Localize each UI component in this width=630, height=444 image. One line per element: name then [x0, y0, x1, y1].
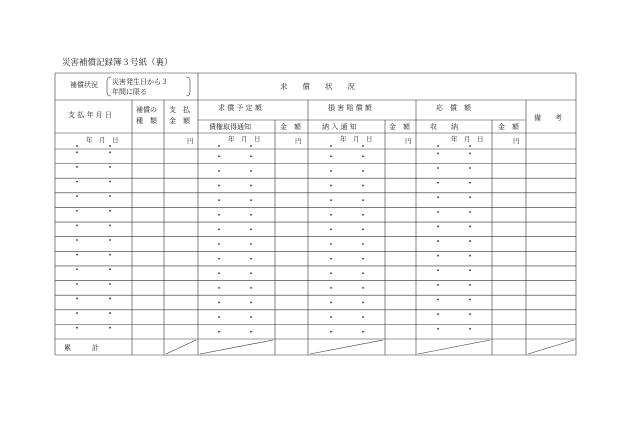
payment-date-header: 支 払 年 月 日 [68, 111, 112, 119]
date-separator-dot [469, 328, 471, 330]
date-separator-dot [76, 327, 78, 329]
receipt-header: 収 納 [430, 123, 458, 131]
date-separator-dot [76, 195, 78, 197]
date-separator-dot [469, 284, 471, 286]
total-slash [528, 340, 574, 354]
unit-date-3: 年 月 日 [340, 135, 373, 143]
paid-amount-header-2: 金 額 [169, 117, 190, 125]
payment-notice-header: 納 入 通 知 [322, 123, 357, 131]
damage-claim-header: 損 害 賠 償 額 [328, 104, 372, 112]
date-separator-dot [330, 199, 332, 201]
date-separator-dot [362, 272, 364, 274]
date-separator-dot [330, 155, 332, 157]
date-separator-dot [362, 185, 364, 187]
date-separator-dot [469, 182, 471, 184]
date-separator-dot [250, 272, 252, 274]
amount-header-1: 金 額 [280, 123, 301, 131]
unit-yen-2: 円 [295, 137, 302, 145]
date-separator-dot [218, 272, 220, 274]
date-separator-dot [330, 170, 332, 172]
date-separator-dot [109, 268, 111, 270]
date-separator-dot [76, 312, 78, 314]
date-separator-dot [330, 145, 332, 147]
date-separator-dot [218, 145, 220, 147]
unit-date-2: 年 月 日 [228, 135, 261, 143]
date-separator-dot [76, 224, 78, 226]
date-separator-dot [76, 181, 78, 183]
date-separator-dot [362, 331, 364, 333]
status-label: 補償状況 [70, 81, 98, 89]
period-note-line1: 災害発生日から３ [112, 78, 168, 86]
date-separator-dot [250, 214, 252, 216]
date-separator-dot [330, 185, 332, 187]
date-separator-dot [250, 228, 252, 230]
date-separator-dot [109, 283, 111, 285]
date-separator-dot [109, 298, 111, 300]
total-slash [418, 340, 490, 354]
date-separator-dot [362, 214, 364, 216]
date-separator-dot [76, 283, 78, 285]
claim-notice-header: 債権取得通知 [209, 123, 251, 131]
date-separator-dot [109, 239, 111, 241]
date-separator-dot [218, 185, 220, 187]
date-separator-dot [250, 302, 252, 304]
date-separator-dot [218, 155, 220, 157]
date-separator-dot [469, 167, 471, 169]
date-separator-dot [330, 258, 332, 260]
date-separator-dot [218, 243, 220, 245]
date-separator-dot [218, 287, 220, 289]
date-separator-dot [250, 331, 252, 333]
period-bracket [107, 77, 111, 96]
date-separator-dot [437, 240, 439, 242]
date-separator-dot [362, 302, 364, 304]
date-separator-dot [469, 299, 471, 301]
date-separator-dot [469, 211, 471, 213]
date-separator-dot [437, 196, 439, 198]
date-separator-dot [250, 287, 252, 289]
date-separator-dot [437, 167, 439, 169]
date-separator-dot [469, 145, 471, 147]
date-separator-dot [76, 254, 78, 256]
date-separator-dot [109, 312, 111, 314]
date-separator-dot [218, 258, 220, 260]
date-separator-dot [469, 196, 471, 198]
comp-type-header-1: 補償の [136, 106, 157, 114]
unit-date-1: 年 月 日 [86, 136, 119, 144]
paid-amount-header-1: 支 払 [169, 106, 190, 114]
date-separator-dot [469, 152, 471, 154]
date-separator-dot [109, 224, 111, 226]
date-separator-dot [250, 199, 252, 201]
comp-type-header-2: 種 類 [136, 117, 157, 125]
date-separator-dot [250, 170, 252, 172]
date-separator-dot [330, 287, 332, 289]
date-separator-dot [362, 199, 364, 201]
date-separator-dot [76, 166, 78, 168]
date-separator-dot [218, 170, 220, 172]
date-separator-dot [218, 316, 220, 318]
period-bracket-right [186, 77, 190, 96]
date-separator-dot [469, 240, 471, 242]
date-separator-dot [76, 239, 78, 241]
date-separator-dot [250, 316, 252, 318]
date-separator-dot [109, 210, 111, 212]
date-separator-dot [218, 302, 220, 304]
date-separator-dot [250, 155, 252, 157]
date-separator-dot [437, 145, 439, 147]
document-title: 災害補償記録簿３号紙（裏） [62, 58, 173, 68]
date-separator-dot [109, 181, 111, 183]
unit-yen-4: 円 [513, 137, 520, 145]
amount-header-3: 金 額 [498, 123, 519, 131]
date-separator-dot [469, 313, 471, 315]
date-separator-dot [362, 228, 364, 230]
date-separator-dot [437, 182, 439, 184]
total-slash [200, 340, 273, 354]
date-separator-dot [109, 254, 111, 256]
date-separator-dot [362, 258, 364, 260]
date-separator-dot [76, 298, 78, 300]
date-separator-dot [218, 214, 220, 216]
date-separator-dot [437, 226, 439, 228]
date-separator-dot [437, 328, 439, 330]
unit-yen-1: 円 [187, 137, 194, 145]
date-separator-dot [76, 210, 78, 212]
amount-header-2: 金 額 [389, 123, 410, 131]
date-separator-dot [362, 145, 364, 147]
total-slash [166, 340, 196, 354]
request-status-header: 求 償 状 況 [280, 82, 355, 91]
date-separator-dot [109, 145, 111, 147]
date-separator-dot [330, 243, 332, 245]
remarks-header: 備 考 [534, 114, 562, 122]
planned-request-header: 求 償 予 定 額 [218, 104, 262, 112]
date-separator-dot [330, 331, 332, 333]
date-separator-dot [250, 145, 252, 147]
date-separator-dot [362, 316, 364, 318]
date-separator-dot [330, 316, 332, 318]
date-separator-dot [469, 255, 471, 257]
date-separator-dot [330, 302, 332, 304]
date-separator-dot [437, 269, 439, 271]
date-separator-dot [469, 269, 471, 271]
date-separator-dot [362, 170, 364, 172]
date-separator-dot [330, 272, 332, 274]
response-claim-header: 応 償 額 [436, 104, 471, 112]
table-grid [55, 73, 576, 355]
total-slash [310, 340, 383, 354]
date-separator-dot [437, 284, 439, 286]
date-separator-dot [76, 151, 78, 153]
date-dots [76, 145, 471, 332]
date-separator-dot [218, 331, 220, 333]
total-row-label: 累 計 [64, 344, 99, 352]
period-note-line2: 年間に限る [112, 88, 147, 96]
unit-date-4: 年 月 日 [451, 135, 484, 143]
date-separator-dot [362, 155, 364, 157]
unit-yen-3: 円 [405, 137, 412, 145]
date-separator-dot [218, 228, 220, 230]
date-separator-dot [250, 185, 252, 187]
date-separator-dot [109, 195, 111, 197]
date-separator-dot [76, 145, 78, 147]
date-separator-dot [362, 287, 364, 289]
date-separator-dot [362, 243, 364, 245]
date-separator-dot [437, 313, 439, 315]
date-separator-dot [109, 327, 111, 329]
date-separator-dot [250, 258, 252, 260]
date-separator-dot [330, 214, 332, 216]
date-separator-dot [330, 228, 332, 230]
date-separator-dot [218, 199, 220, 201]
date-separator-dot [437, 211, 439, 213]
date-separator-dot [109, 166, 111, 168]
date-separator-dot [109, 151, 111, 153]
date-separator-dot [437, 152, 439, 154]
date-separator-dot [250, 243, 252, 245]
date-separator-dot [469, 226, 471, 228]
date-separator-dot [76, 268, 78, 270]
date-separator-dot [437, 255, 439, 257]
date-separator-dot [437, 299, 439, 301]
